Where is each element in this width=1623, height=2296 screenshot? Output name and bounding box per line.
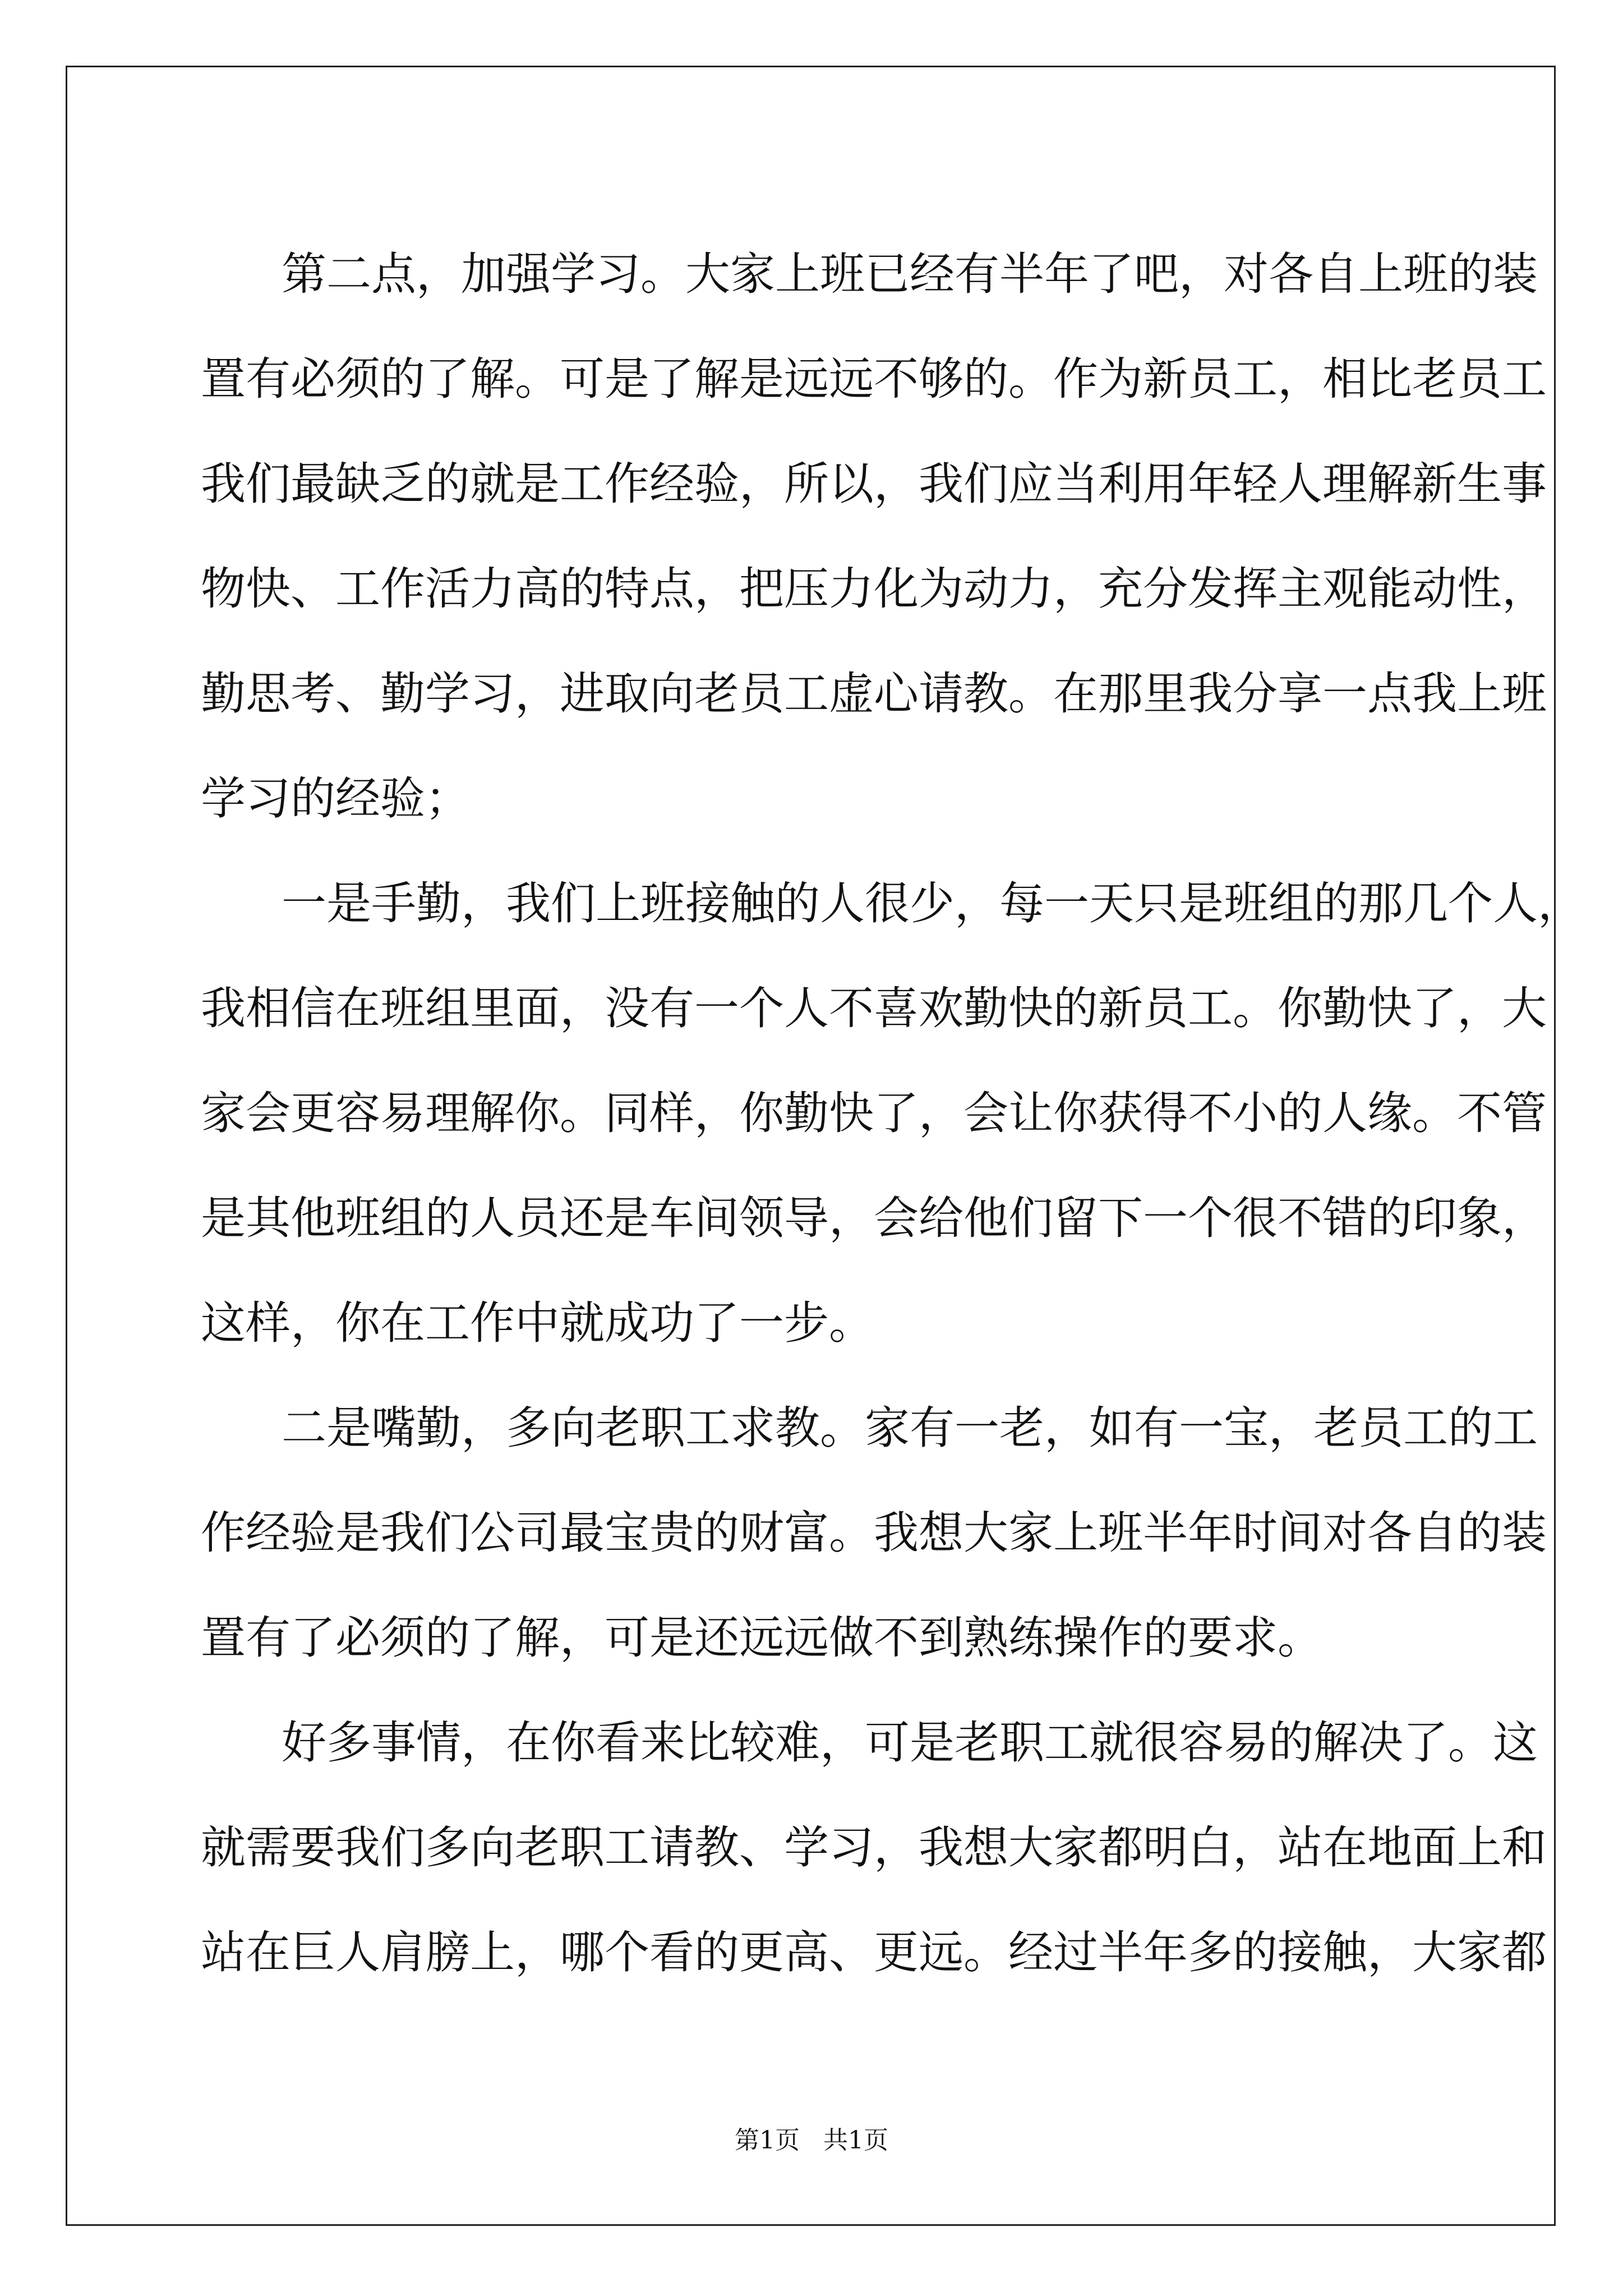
text-line: 作经验是我们公司最宝贵的财富。我想大家上班半年时间对各自的装 — [201, 1507, 1547, 1559]
text-line: 物快、工作活力高的特点，把压力化为动力，充分发挥主观能动性， — [201, 563, 1547, 615]
document-body — [201, 222, 1583, 2005]
text-line: 第二点，加强学习。大家上班已经有半年了吧，对各自上班的装 — [282, 248, 1538, 300]
text-line: 一是手勤，我们上班接触的人很少，每一天只是班组的那几个人， — [282, 877, 1583, 930]
text-line: 置有必须的了解。可是了解是远远不够的。作为新员工，相比老员工 — [201, 353, 1547, 405]
text-line: 置有了必须的了解，可是还远远做不到熟练操作的要求。 — [201, 1612, 1322, 1664]
text-line: 这样，你在工作中就成功了一步。 — [201, 1297, 874, 1349]
text-line: 是其他班组的人员还是车间领导，会给他们留下一个很不错的印象， — [201, 1192, 1547, 1244]
text-line: 学习的经验； — [201, 772, 470, 825]
page-number-footer: 第1页 共1页 — [735, 2126, 888, 2155]
text-line: 就需要我们多向老职工请教、学习，我想大家都明白，站在地面上和 — [201, 1821, 1547, 1874]
text-line: 我们最缺乏的就是工作经验，所以，我们应当利用年轻人理解新生事 — [201, 458, 1547, 510]
text-line: 二是嘴勤，多向老职工求教。家有一老，如有一宝，老员工的工 — [282, 1402, 1538, 1454]
text-line: 家会更容易理解你。同样，你勤快了，会让你获得不小的人缘。不管 — [201, 1087, 1547, 1139]
text-line: 我相信在班组里面，没有一个人不喜欢勤快的新员工。你勤快了，大 — [201, 982, 1547, 1034]
text-line: 勤思考、勤学习，进取向老员工虚心请教。在那里我分享一点我上班 — [201, 668, 1547, 720]
text-line: 好多事情，在你看来比较难，可是老职工就很容易的解决了。这 — [282, 1717, 1538, 1769]
text-line: 站在巨人肩膀上，哪个看的更高、更远。经过半年多的接触，大家都 — [201, 1926, 1547, 1978]
